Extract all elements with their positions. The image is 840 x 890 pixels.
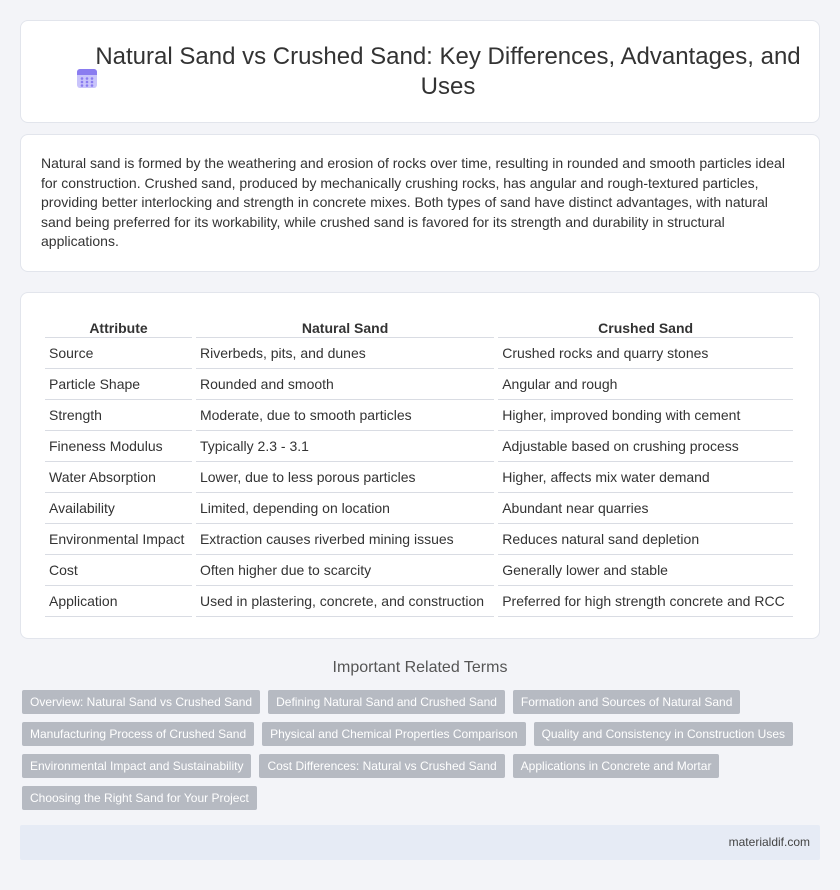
cell-attribute: Fineness Modulus bbox=[45, 431, 192, 462]
page-title: Natural Sand vs Crushed Sand: Key Differences, Advantages, and Uses bbox=[95, 43, 801, 100]
table-row bbox=[45, 524, 793, 555]
cell-crushed: Preferred for high strength concrete and RCC bbox=[498, 586, 793, 617]
related-term-tag[interactable]: Choosing the Right Sand for Your Project bbox=[22, 786, 257, 810]
cell-attribute: Availability bbox=[45, 493, 192, 524]
cell-attribute: Cost bbox=[45, 555, 192, 586]
table-row bbox=[45, 462, 793, 493]
cell-natural: Moderate, due to smooth particles bbox=[196, 400, 494, 431]
cell-natural: Limited, depending on location bbox=[196, 493, 494, 524]
table-row bbox=[45, 338, 793, 369]
cell-crushed: Crushed rocks and quarry stones bbox=[498, 338, 793, 369]
footer-site-link[interactable]: materialdif.com bbox=[728, 835, 810, 849]
related-terms-list bbox=[22, 690, 812, 810]
cell-crushed: Reduces natural sand depletion bbox=[498, 524, 793, 555]
comparison-card bbox=[20, 292, 820, 639]
related-terms-heading: Important Related Terms bbox=[332, 659, 508, 676]
intro-card bbox=[20, 134, 820, 272]
table-row bbox=[45, 555, 793, 586]
cell-attribute: Particle Shape bbox=[45, 369, 192, 400]
cell-natural: Extraction causes riverbed mining issues bbox=[196, 524, 494, 555]
table-header-row bbox=[45, 315, 793, 338]
header-natural-sand: Natural Sand bbox=[196, 315, 494, 338]
title-card bbox=[20, 20, 820, 123]
comparison-table bbox=[41, 315, 797, 617]
cell-crushed: Generally lower and stable bbox=[498, 555, 793, 586]
cell-natural: Lower, due to less porous particles bbox=[196, 462, 494, 493]
table-row bbox=[45, 493, 793, 524]
cell-attribute: Strength bbox=[45, 400, 192, 431]
related-term-tag[interactable]: Manufacturing Process of Crushed Sand bbox=[22, 722, 254, 746]
table-row bbox=[45, 586, 793, 617]
cell-attribute: Water Absorption bbox=[45, 462, 192, 493]
related-term-tag[interactable]: Defining Natural Sand and Crushed Sand bbox=[268, 690, 505, 714]
cell-crushed: Higher, improved bonding with cement bbox=[498, 400, 793, 431]
cell-natural: Used in plastering, concrete, and construction bbox=[196, 586, 494, 617]
related-term-tag[interactable]: Overview: Natural Sand vs Crushed Sand bbox=[22, 690, 260, 714]
footer bbox=[20, 825, 820, 860]
table-row bbox=[45, 431, 793, 462]
cell-natural: Often higher due to scarcity bbox=[196, 555, 494, 586]
related-term-tag[interactable]: Physical and Chemical Properties Comparison bbox=[262, 722, 525, 746]
related-term-tag[interactable]: Cost Differences: Natural vs Crushed Sand bbox=[259, 754, 504, 778]
cell-crushed: Adjustable based on crushing process bbox=[498, 431, 793, 462]
cell-attribute: Environmental Impact bbox=[45, 524, 192, 555]
cell-attribute: Source bbox=[45, 338, 192, 369]
cell-crushed: Abundant near quarries bbox=[498, 493, 793, 524]
cell-natural: Riverbeds, pits, and dunes bbox=[196, 338, 494, 369]
cell-natural: Rounded and smooth bbox=[196, 369, 494, 400]
cell-attribute: Application bbox=[45, 586, 192, 617]
related-term-tag[interactable]: Formation and Sources of Natural Sand bbox=[513, 690, 740, 714]
table-row bbox=[45, 400, 793, 431]
cell-natural: Typically 2.3 - 3.1 bbox=[196, 431, 494, 462]
table-row bbox=[45, 369, 793, 400]
intro-paragraph: Natural sand is formed by the weathering and erosion of rocks over time, resulting in rounded and smooth particles ideal for construction. Crushed sand, produced by mechanically crushing rocks, has angular and rough-textured particles, providing better interlocking and strength in concrete mixes. Both types of sand have distinct advantages, with natural sand being preferred for its workability, while crushed sand is favored for its strength and durability in structural applications. bbox=[41, 155, 785, 250]
header-attribute: Attribute bbox=[45, 315, 192, 338]
related-term-tag[interactable]: Environmental Impact and Sustainability bbox=[22, 754, 251, 778]
cell-crushed: Higher, affects mix water demand bbox=[498, 462, 793, 493]
related-term-tag[interactable]: Quality and Consistency in Construction Uses bbox=[534, 722, 793, 746]
related-term-tag[interactable]: Applications in Concrete and Mortar bbox=[513, 754, 720, 778]
header-crushed-sand: Crushed Sand bbox=[498, 315, 793, 338]
cell-crushed: Angular and rough bbox=[498, 369, 793, 400]
